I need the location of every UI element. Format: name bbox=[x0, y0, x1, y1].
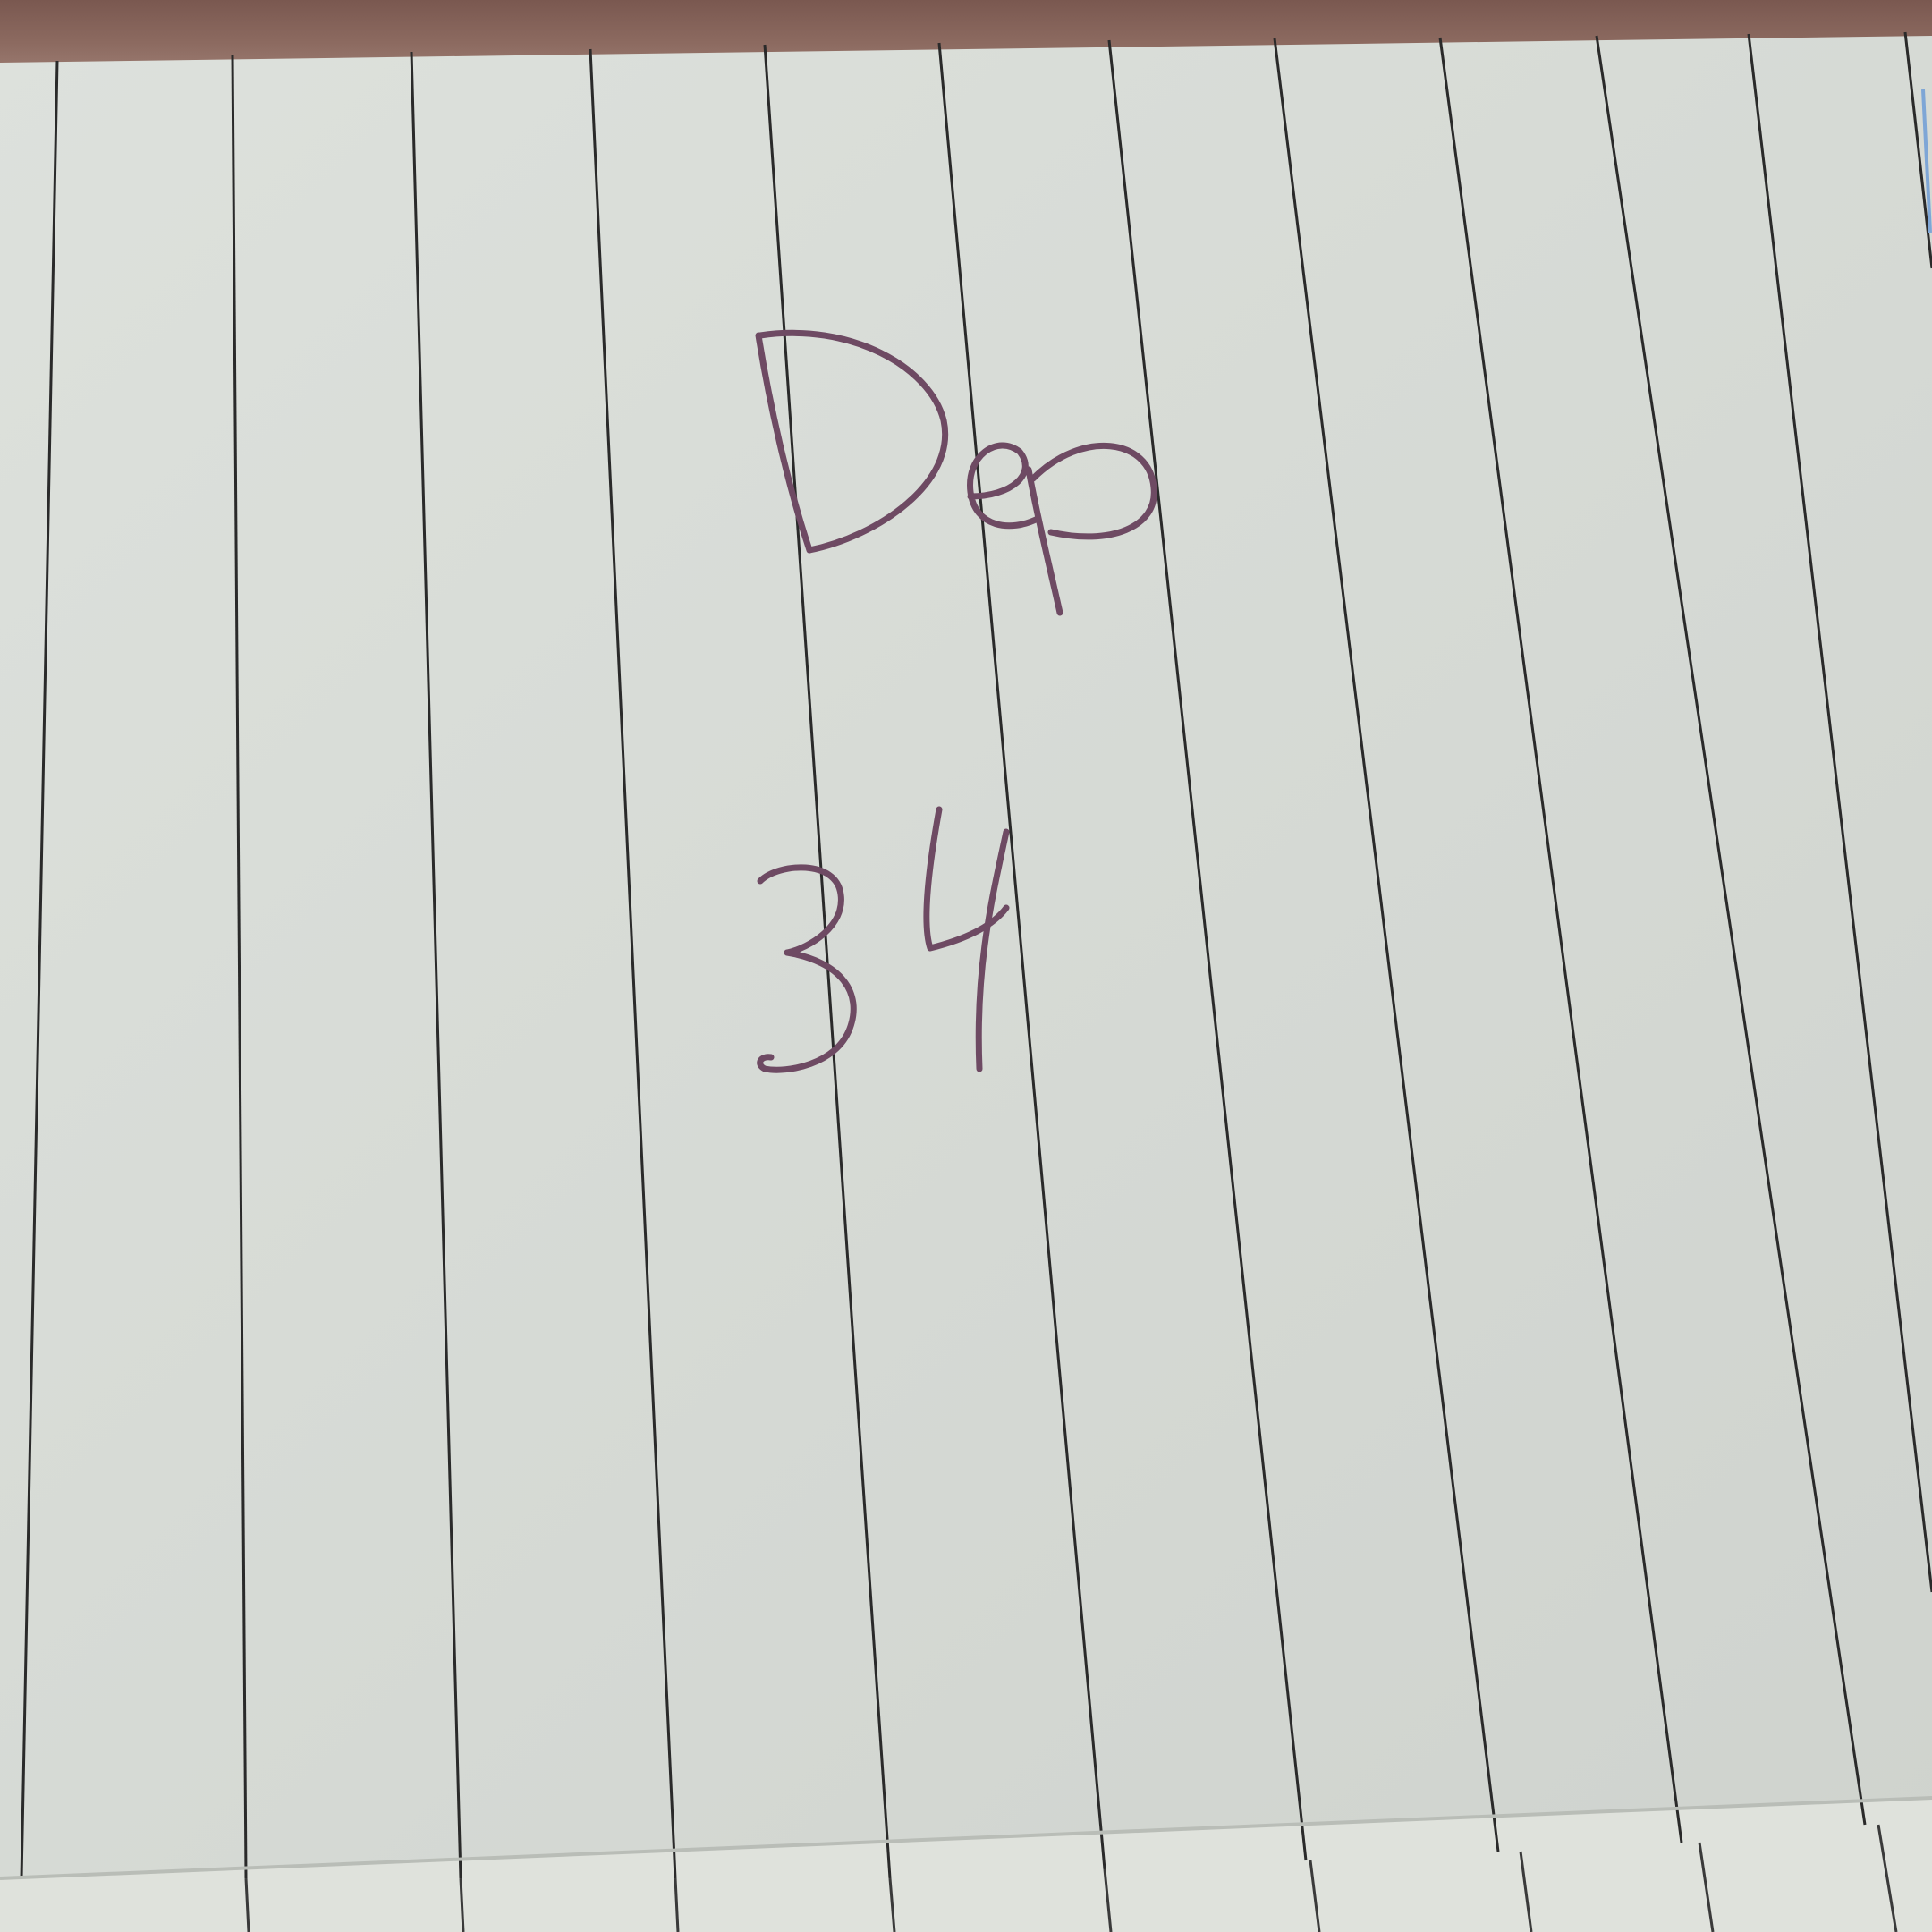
card-surface bbox=[0, 36, 1932, 1878]
